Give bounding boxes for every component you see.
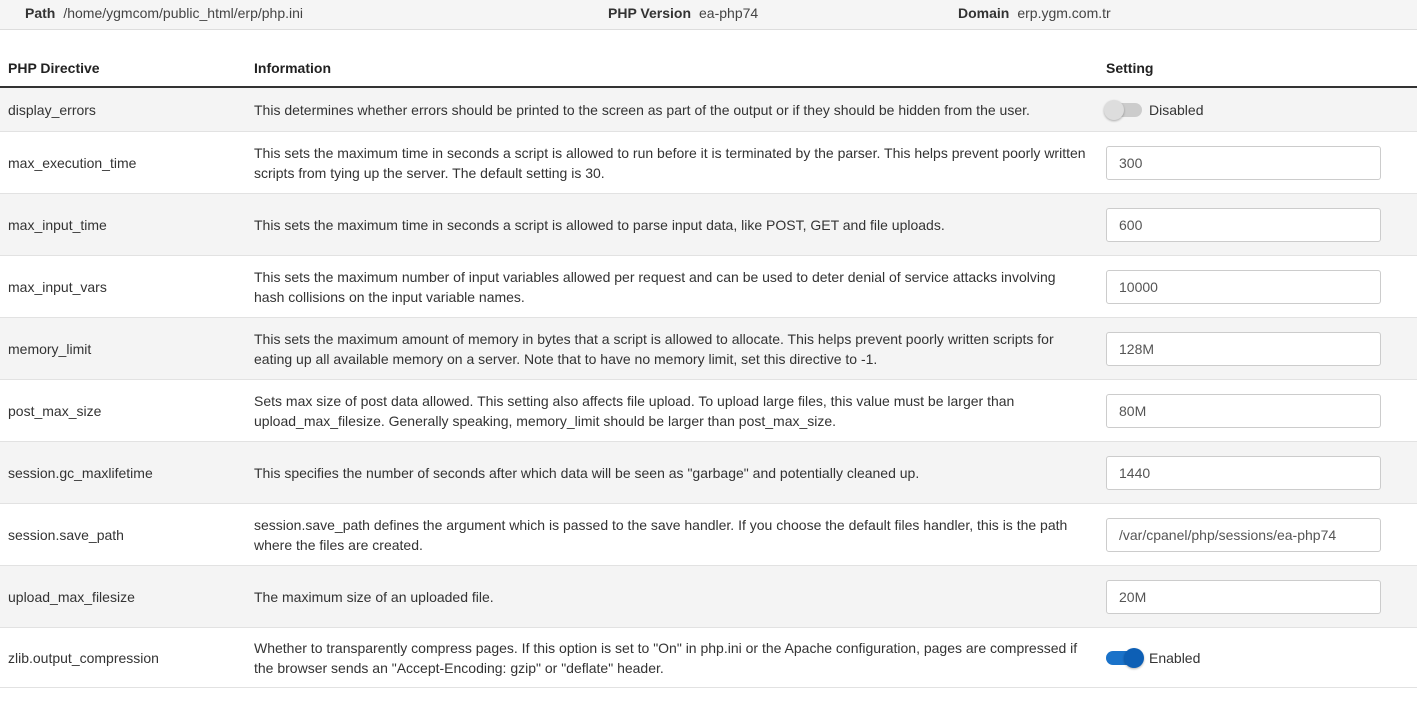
- domain-value: erp.ygm.com.tr: [1017, 5, 1111, 21]
- setting-cell: [1106, 88, 1203, 131]
- column-header-setting: Setting: [1106, 60, 1154, 76]
- directive-name: max_execution_time: [8, 154, 137, 171]
- memory-limit-input[interactable]: [1106, 332, 1381, 366]
- max-input-vars-input[interactable]: [1106, 270, 1381, 304]
- directive-name: upload_max_filesize: [8, 588, 135, 605]
- directive-name: session.save_path: [8, 526, 124, 543]
- session-save-path-input[interactable]: [1106, 518, 1381, 552]
- setting-cell: [1106, 566, 1381, 627]
- setting-cell: [1106, 628, 1200, 687]
- setting-cell: [1106, 194, 1381, 255]
- table-row: [0, 380, 1417, 442]
- setting-cell: [1106, 256, 1381, 317]
- directive-name: post_max_size: [8, 402, 102, 419]
- toggle-switch[interactable]: [1106, 103, 1142, 117]
- toggle-state-label: Enabled: [1149, 649, 1201, 666]
- directive-info: The maximum size of an uploaded file.: [254, 588, 494, 605]
- directive-name: display_errors: [8, 101, 96, 118]
- session-gc-maxlifetime-input[interactable]: [1106, 456, 1381, 490]
- toggle-state-label: Disabled: [1149, 101, 1204, 118]
- table-row: [0, 132, 1417, 194]
- path-label: Path: [25, 5, 56, 21]
- table-row: [0, 194, 1417, 256]
- domain-label: Domain: [958, 5, 1010, 21]
- toggle-knob[interactable]: [1104, 100, 1124, 120]
- directive-info: Sets max size of post data allowed. This setting also affects file upload. To upload large files, this value must be larger than upload_max_filesize. Generally speaking, memory_limit should be larger than post_max_size.: [254, 392, 1015, 429]
- table-row: [0, 566, 1417, 628]
- setting-cell: [1106, 442, 1381, 503]
- directive-info: This sets the maximum number of input variables allowed per request and can be used to deter denial of service attacks involving hash collisions on the input variable names.: [254, 268, 1056, 305]
- zlib-output-compression-toggle[interactable]: [1106, 650, 1200, 666]
- directive-info: Whether to transparently compress pages. If this option is set to "On" in php.ini or the Apache configuration, pages are compressed if the browser sends an "Accept-Encoding: gzip" or "deflate" header.: [254, 639, 1078, 676]
- table-row: [0, 442, 1417, 504]
- table-header: [0, 49, 1417, 88]
- setting-cell: [1106, 380, 1381, 441]
- max-input-time-input[interactable]: [1106, 208, 1381, 242]
- setting-cell: [1106, 318, 1381, 379]
- toggle-switch[interactable]: [1106, 651, 1142, 665]
- directive-name: memory_limit: [8, 340, 92, 357]
- directive-name: session.gc_maxlifetime: [8, 464, 153, 481]
- directive-info: This sets the maximum amount of memory in bytes that a script is allowed to allocate. This helps prevent poorly written scripts for eating up all available memory on a server. Note that to have no memory limit, set this directive to -1.: [254, 330, 1054, 367]
- domain-info: [958, 4, 1111, 22]
- post-max-size-input[interactable]: [1106, 394, 1381, 428]
- info-bar: [0, 0, 1417, 30]
- directive-name: max_input_time: [8, 216, 107, 233]
- php-version-label: PHP Version: [608, 5, 692, 21]
- directive-info: This determines whether errors should be printed to the screen as part of the output or if they should be hidden from the user.: [254, 101, 1030, 118]
- directive-name: max_input_vars: [8, 278, 107, 295]
- setting-cell: [1106, 504, 1381, 565]
- table-row: [0, 88, 1417, 132]
- max-execution-time-input[interactable]: [1106, 146, 1381, 180]
- table-row: [0, 256, 1417, 318]
- table-row: [0, 318, 1417, 380]
- path-info: [25, 4, 303, 22]
- path-value: /home/ygmcom/public_html/erp/php.ini: [63, 5, 304, 21]
- table-row: [0, 504, 1417, 566]
- setting-cell: [1106, 132, 1381, 193]
- display-errors-toggle[interactable]: [1106, 102, 1203, 118]
- column-header-directive: PHP Directive: [8, 60, 100, 76]
- upload-max-filesize-input[interactable]: [1106, 580, 1381, 614]
- directive-info: session.save_path defines the argument which is passed to the save handler. If you choose the default files handler, this is the path where the files are created.: [254, 516, 1068, 553]
- toggle-knob[interactable]: [1124, 648, 1144, 668]
- column-header-information: Information: [254, 60, 331, 76]
- directive-info: This sets the maximum time in seconds a script is allowed to parse input data, like POST, GET and file uploads.: [254, 216, 945, 233]
- directive-name: zlib.output_compression: [8, 649, 159, 666]
- php-version-value: ea-php74: [699, 5, 759, 21]
- table-row: [0, 628, 1417, 688]
- php-version-info: [608, 4, 758, 22]
- directive-info: This sets the maximum time in seconds a script is allowed to run before it is terminated by the parser. This helps prevent poorly written scripts from tying up the server. The default setting is 30.: [254, 144, 1086, 181]
- directive-info: This specifies the number of seconds after which data will be seen as "garbage" and potentially cleaned up.: [254, 464, 920, 481]
